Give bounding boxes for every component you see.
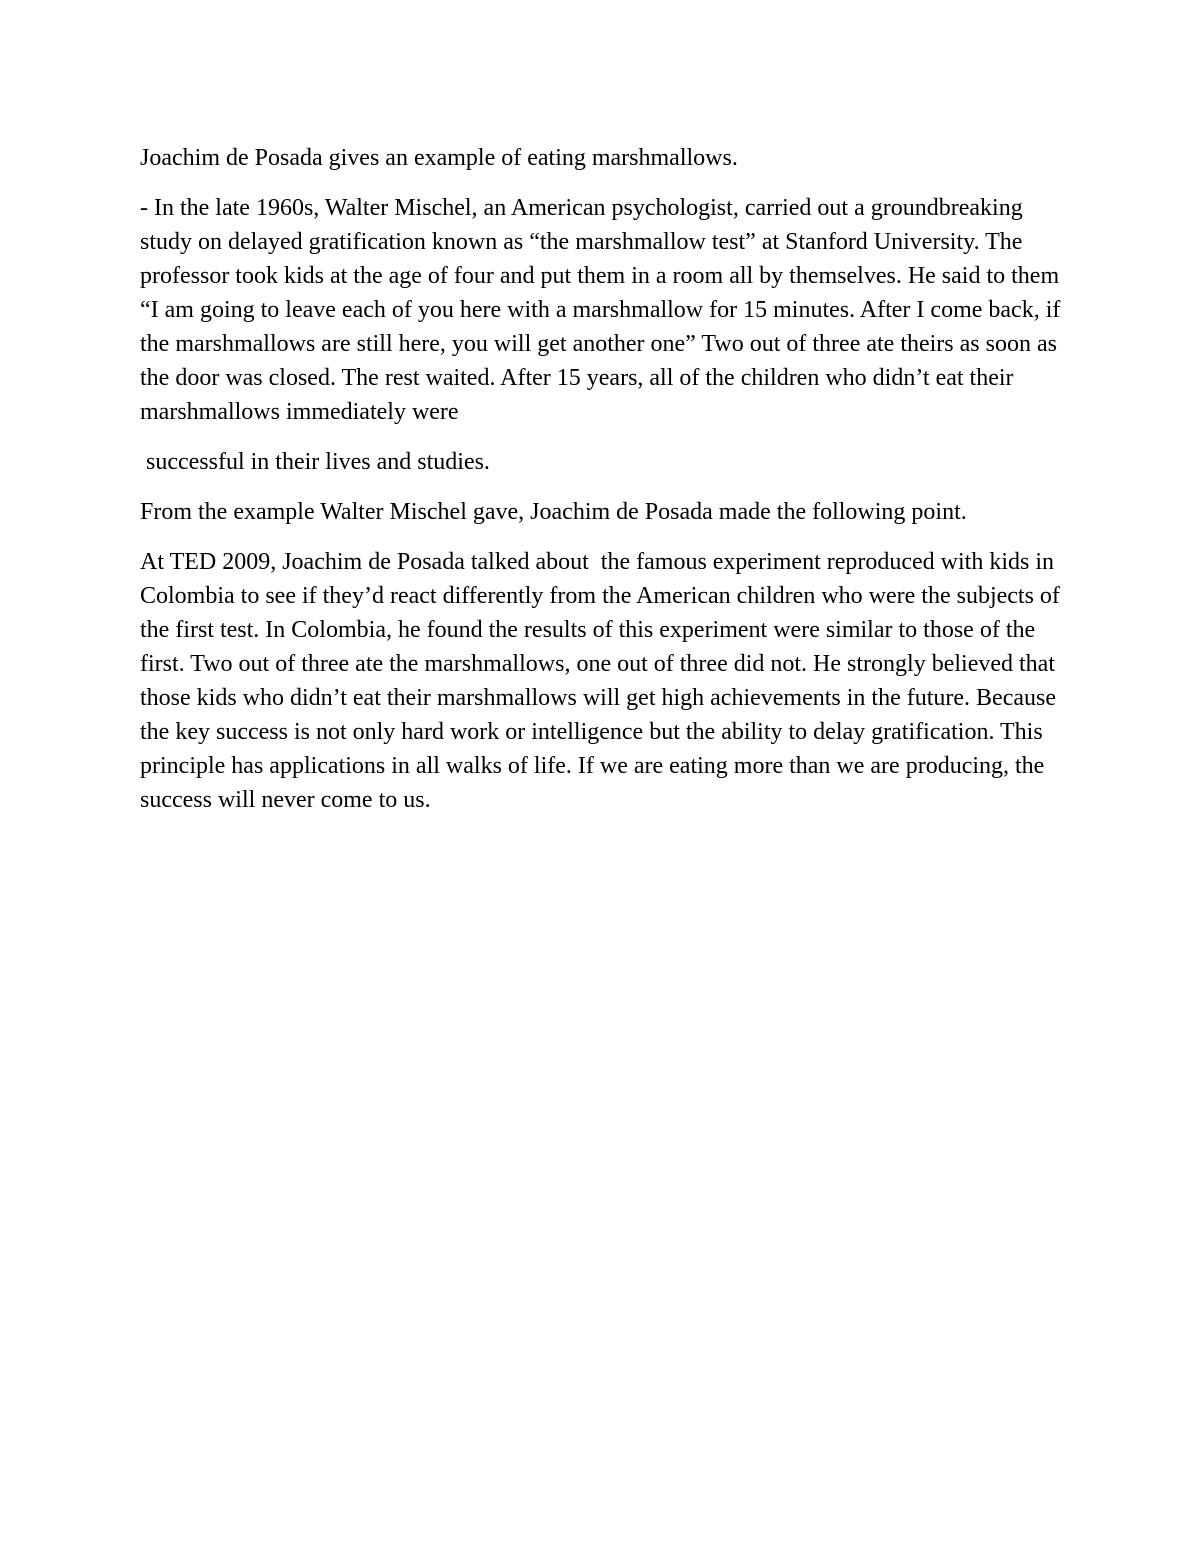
ted-paragraph: At TED 2009, Joachim de Posada talked about the famous experiment reproduced with kids in Colombia to see if they’d react differently from the American children who were the subjects of the first test. In Colombia, he found the results of this experiment were similar to those of the first. Two out of three ate the marshmallows, one out of three did not. He strongly believed that those kids who didn’t eat their marshmallows will get high achievements in the future. Because the key success is not only hard work or intelligence but the ability to delay gratification. This principle has applications in all walks of life. If we are eating more than we are producing, the success will never come to us.	[140, 549, 1066, 813]
marshmallow-test-paragraph: - In the late 1960s, Walter Mischel, an American psychologist, carried out a groundbreaking study on delayed gratification known as “the marshmallow test” at Stanford University. The professor took kids at the age of four and put them in a room all by themselves. He said to them “I am going to leave each of you here with a marshmallow for 15 minutes. After I come back, if the marshmallows are still here, you will get another one” Two out of three ate theirs as soon as the door was closed. The rest waited. After 15 years, all of the children who didn’t eat their marshmallows immediately were	[140, 195, 1061, 425]
point-paragraph: From the example Walter Mischel gave, Joachim de Posada made the following point.	[140, 499, 967, 525]
intro-paragraph: Joachim de Posada gives an example of eating marshmallows.	[140, 145, 738, 171]
document-body	[140, 141, 1065, 833]
result-paragraph: successful in their lives and studies.	[140, 449, 490, 475]
